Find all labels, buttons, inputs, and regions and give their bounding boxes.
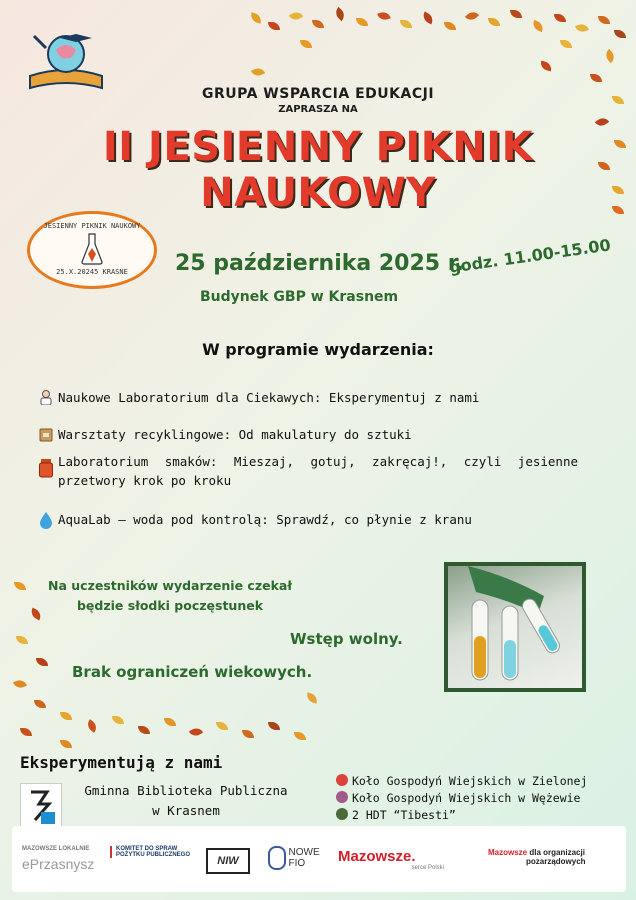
scientist-icon [38, 389, 54, 405]
event-title-line1: II JESIENNY PIKNIK [102, 124, 534, 170]
program-item-text: Laboratorium smaków: Mieszaj, gotuj, zakręcaj!, czyli jesienne przetwory krok po kroku [58, 454, 578, 488]
event-venue: Budynek GBP w Krasnem [200, 289, 399, 305]
partner-item [352, 791, 580, 805]
invitation-text: ZAPRASZA NA [278, 104, 358, 115]
niw-logo: NIW [206, 848, 250, 874]
mazowsze-ngo-logo: Mazowsze dla organizacji pozarządowych [488, 848, 586, 866]
event-hours: godz. 11.00-15.00 [448, 235, 612, 277]
flask-icon [80, 232, 104, 270]
partners-heading: Eksperymentują z nami [20, 753, 223, 772]
partner-name: Koło Gospodyń Wiejskich w Zielonej [352, 774, 588, 788]
library-name-line2: w Krasnem [152, 803, 220, 818]
sponsor-logos-bar [12, 826, 626, 892]
flower-icon [336, 791, 348, 803]
partner-item [352, 774, 587, 788]
nowe-fio-logo: NOWE FIO [268, 846, 328, 870]
treat-note-line2: będzie słodki poczęstunek [76, 598, 264, 613]
free-entry-note: Wstęp wolny. [290, 630, 403, 648]
paper-bag-icon [38, 426, 54, 442]
event-badge [27, 211, 157, 289]
program-item-text: AquaLab – woda pod kontrolą: Sprawdź, co płynie z kranu [58, 512, 472, 527]
event-date: 25 października 2025 r. [175, 251, 464, 276]
apple-icon [336, 774, 348, 786]
mazowsze-lokalnie-logo: MAZOWSZE LOKALNIE ePrzasnysz [22, 846, 95, 872]
watermark-text: ePrzasnysz [22, 856, 95, 872]
lily-icon [336, 808, 348, 820]
partner-name: 2 HDT “Tibesti” [352, 808, 456, 822]
water-drop-icon [38, 511, 54, 527]
no-age-limit-note: Brak ograniczeń wiekowych. [72, 663, 313, 681]
gbp-logo [20, 783, 62, 829]
partner-name: Koło Gospodyń Wiejskich w Wężewie [352, 791, 581, 805]
lab-test-tubes-photo [444, 562, 586, 692]
event-title-line2: NAUKOWY [200, 170, 436, 216]
treat-note-line1: Na uczestników wydarzenie czekał [48, 578, 292, 593]
program-item [38, 510, 578, 529]
library-name-line1: Gminna Biblioteka Publiczna [84, 783, 288, 798]
mazowsze-logo: Mazowsze. serce Polski [338, 848, 444, 871]
program-item [38, 388, 578, 407]
program-heading: W programie wydarzenia: [202, 340, 434, 359]
jar-icon [38, 458, 54, 474]
badge-top-text: JESIENNY PIKNIK NAUKOWY [43, 222, 141, 230]
program-item [38, 452, 578, 490]
komitet-logo: KOMITET DO SPRAW POŻYTKU PUBLICZNEGO [110, 846, 196, 858]
library-name [66, 781, 306, 821]
partner-item [352, 808, 456, 822]
badge-bottom-text: 25.X.20245 KRASNE [56, 268, 128, 276]
program-item-text: Warsztaty recyklingowe: Od makulatury do sztuki [58, 427, 412, 442]
program-item-text: Naukowe Laboratorium dla Ciekawych: Eksperymentuj z nami [58, 390, 480, 405]
organizer-name: GRUPA WSPARCIA EDUKACJI [201, 86, 435, 102]
program-item [38, 425, 578, 444]
